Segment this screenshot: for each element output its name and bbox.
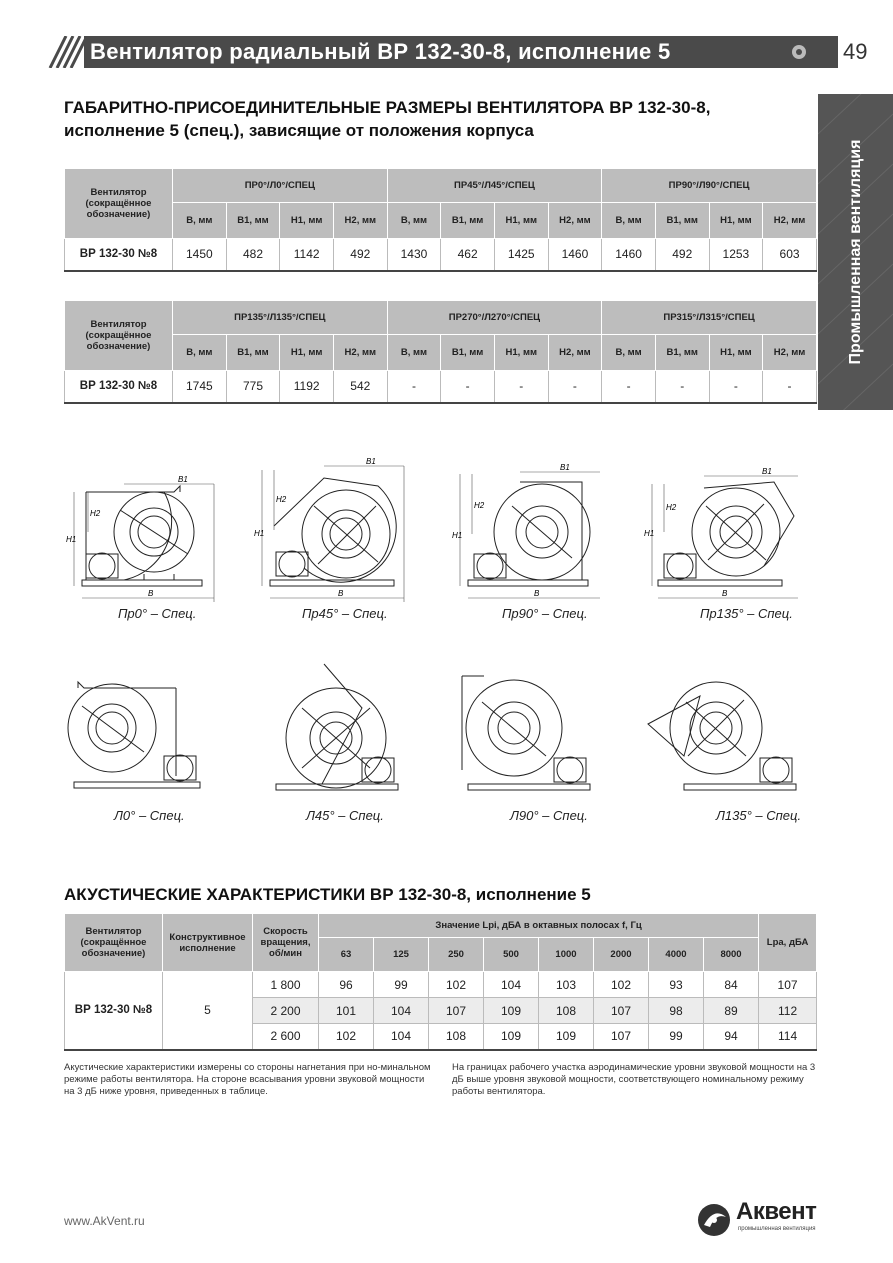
cell: -: [655, 371, 709, 403]
freq-header: 8000: [704, 938, 759, 972]
dims-title-line1: ГАБАРИТНО-ПРИСОЕДИНИТЕЛЬНЫЕ РАЗМЕРЫ ВЕНТИЛЯТОРА ВР 132-30-8,: [64, 98, 711, 117]
name-header: [65, 301, 173, 371]
speed: 1 800: [253, 972, 319, 998]
name-header-line: (сокращённое: [85, 198, 152, 209]
group-header: ПР270°/Л270°/СПЕЦ: [387, 301, 602, 335]
cell: 1450: [173, 239, 227, 271]
row-name: ВР 132-30 №8: [65, 371, 173, 403]
cell: 492: [655, 239, 709, 271]
fan-diagram-l0: [64, 676, 214, 802]
fan-diagram-l90: [454, 672, 604, 802]
cell: -: [548, 371, 602, 403]
sub-header: В1, мм: [226, 203, 280, 239]
cell: -: [763, 371, 817, 403]
cell: 1425: [494, 239, 548, 271]
sub-header: В, мм: [602, 335, 656, 371]
speed: 2 600: [253, 1024, 319, 1050]
cell: 1142: [280, 239, 334, 271]
name-header-line: обозначение): [86, 341, 151, 352]
name-header-line: Вентилятор: [90, 319, 147, 330]
sub-header: Н2, мм: [763, 203, 817, 239]
label-b: B: [722, 589, 728, 598]
lpi-value: 84: [704, 972, 759, 998]
sub-header: Н1, мм: [709, 203, 763, 239]
freq-header: 2000: [594, 938, 649, 972]
sub-header: Н2, мм: [333, 335, 387, 371]
side-tab-label: Промышленная вентиляция: [847, 139, 864, 365]
cell: 542: [333, 371, 387, 403]
cell: 1192: [280, 371, 334, 403]
sub-header: Н1, мм: [709, 335, 763, 371]
lpi-value: 99: [649, 1024, 704, 1050]
label-b: B: [338, 589, 344, 598]
sub-header: Н2, мм: [548, 335, 602, 371]
label-h2: H2: [276, 495, 287, 504]
cell: -: [387, 371, 441, 403]
lpa-value: 112: [759, 998, 817, 1024]
lpi-value: 109: [539, 1024, 594, 1050]
lpi-value: 98: [649, 998, 704, 1024]
cell: -: [441, 371, 495, 403]
group-header: ПР315°/Л315°/СПЕЦ: [602, 301, 817, 335]
label-h1: H1: [66, 535, 77, 544]
lpi-value: 107: [429, 998, 484, 1024]
cell: 482: [226, 239, 280, 271]
acoustic-fan-name: ВР 132-30 №8: [65, 972, 163, 1050]
lpi-value: 89: [704, 998, 759, 1024]
dims-title: [64, 96, 710, 142]
sub-header: Н2, мм: [763, 335, 817, 371]
dims-title-line2: исполнение 5 (спец.), зависящие от положения корпуса: [64, 121, 534, 140]
dims-table-1: [64, 168, 817, 272]
dims-table-2: [64, 300, 817, 404]
logo-text: Аквент: [736, 1198, 817, 1225]
sub-header: Н1, мм: [494, 203, 548, 239]
freq-header: 63: [319, 938, 374, 972]
cell: 1253: [709, 239, 763, 271]
header-line: (сокращённое: [80, 937, 147, 948]
lpi-value: 104: [374, 998, 429, 1024]
cell: 492: [333, 239, 387, 271]
caption-l135: Л135° – Спец.: [716, 808, 802, 823]
lpi-value: 109: [484, 1024, 539, 1050]
header-line: обозначение): [81, 948, 146, 959]
lpa-header: Lpa, дБА: [759, 914, 817, 972]
acoustic-row: [65, 972, 817, 998]
lpi-value: 104: [484, 972, 539, 998]
acoustic-design-header: [163, 914, 253, 972]
label-b1: B1: [178, 475, 188, 484]
cell: 1430: [387, 239, 441, 271]
sub-header: В, мм: [387, 335, 441, 371]
speed: 2 200: [253, 998, 319, 1024]
label-h2: H2: [90, 509, 101, 518]
lpi-value: 107: [594, 998, 649, 1024]
label-b1: B1: [366, 457, 376, 466]
lpi-value: 109: [484, 998, 539, 1024]
sub-header: В1, мм: [655, 203, 709, 239]
logo-subtitle: промышленная вентиляция: [738, 1226, 816, 1232]
cell: 603: [763, 239, 817, 271]
sub-header: В, мм: [173, 335, 227, 371]
sub-header: Н2, мм: [333, 203, 387, 239]
lpi-value: 103: [539, 972, 594, 998]
sub-header: В1, мм: [655, 335, 709, 371]
caption-pr90: Пр90° – Спец.: [502, 606, 588, 621]
caption-pr0: Пр0° – Спец.: [118, 606, 197, 621]
lpi-header: Значение Lpi, дБА в октавных полосах f, Гц: [319, 914, 759, 938]
akvent-logo-icon: [696, 1203, 732, 1237]
page-number: 49: [843, 39, 868, 64]
sub-header: В, мм: [387, 203, 441, 239]
sub-header: В, мм: [173, 203, 227, 239]
note-left: Акустические характеристики измерены со стороны нагнетания при но-минальном режиме работы вентилятора. На стороне всасывания уровни звуковой мощности на 3 дБ ниже уровня, приведенных в таблице.: [64, 1062, 431, 1097]
note-right: На границах рабочего участка аэродинамические уровни звуковой мощности на 3 дБ выше уровня звуковой мощности, соответствующего номинальному режиму работы вентилятора.: [452, 1062, 816, 1097]
sub-header: В1, мм: [441, 335, 495, 371]
sub-header: В, мм: [602, 203, 656, 239]
header-hatch-icon: [48, 36, 84, 68]
acoustic-speed-header: [253, 914, 319, 972]
lpi-value: 101: [319, 998, 374, 1024]
name-header-line: (сокращённое: [85, 330, 152, 341]
freq-header: 250: [429, 938, 484, 972]
website-link[interactable]: www.AkVent.ru: [64, 1214, 145, 1228]
sub-header: В1, мм: [226, 335, 280, 371]
caption-l90: Л90° – Спец.: [510, 808, 588, 823]
cell: 1745: [173, 371, 227, 403]
lpa-value: 107: [759, 972, 817, 998]
lpi-value: 102: [594, 972, 649, 998]
label-b: B: [148, 589, 154, 598]
sub-header: Н2, мм: [548, 203, 602, 239]
lpi-value: 104: [374, 1024, 429, 1050]
lpi-value: 107: [594, 1024, 649, 1050]
fan-icon: [790, 43, 808, 61]
sub-header: Н1, мм: [280, 203, 334, 239]
group-header: ПР0°/Л0°/СПЕЦ: [173, 169, 388, 203]
label-b1: B1: [762, 467, 772, 476]
freq-header: 1000: [539, 938, 594, 972]
name-header: [65, 169, 173, 239]
fan-diagram-pr0: [64, 470, 224, 610]
caption-pr135: Пр135° – Спец.: [700, 606, 793, 621]
freq-header: 125: [374, 938, 429, 972]
fan-diagram-l45: [262, 660, 412, 802]
name-header-line: обозначение): [86, 209, 151, 220]
header-line: об/мин: [269, 948, 302, 959]
fan-diagram-pr45: [254, 456, 414, 608]
caption-l45: Л45° – Спец.: [306, 808, 384, 823]
side-tab: [818, 94, 893, 410]
acoustic-title: АКУСТИЧЕСКИЕ ХАРАКТЕРИСТИКИ ВР 132-30-8, исполнение 5: [64, 885, 591, 904]
lpi-value: 99: [374, 972, 429, 998]
header-line: Скорость: [263, 926, 308, 937]
freq-header: 4000: [649, 938, 704, 972]
fan-diagram-pr90: [450, 462, 610, 608]
lpa-value: 114: [759, 1024, 817, 1050]
header-line: Конструктивное: [169, 931, 246, 943]
label-h2: H2: [474, 501, 485, 510]
cell: 775: [226, 371, 280, 403]
lpi-value: 94: [704, 1024, 759, 1050]
group-header: ПР90°/Л90°/СПЕЦ: [602, 169, 817, 203]
header-line: исполнение: [179, 942, 236, 954]
acoustic-table: [64, 913, 817, 1051]
lpi-value: 102: [319, 1024, 374, 1050]
lpi-value: 108: [539, 998, 594, 1024]
header-title: Вентилятор радиальный ВР 132-30-8, исполнение 5: [90, 39, 671, 64]
label-h1: H1: [254, 529, 265, 538]
caption-pr45: Пр45° – Спец.: [302, 606, 388, 621]
cell: 462: [441, 239, 495, 271]
label-b1: B1: [560, 463, 570, 472]
sub-header: В1, мм: [441, 203, 495, 239]
label-b: B: [534, 589, 540, 598]
lpi-value: 108: [429, 1024, 484, 1050]
label-h1: H1: [452, 531, 463, 540]
cell: 1460: [548, 239, 602, 271]
cell: -: [602, 371, 656, 403]
lpi-value: 102: [429, 972, 484, 998]
header-line: вращения,: [260, 937, 311, 948]
group-header: ПР45°/Л45°/СПЕЦ: [387, 169, 602, 203]
group-header: ПР135°/Л135°/СПЕЦ: [173, 301, 388, 335]
fan-diagram-l135: [644, 676, 804, 802]
acoustic-name-header: [65, 914, 163, 972]
cell: 1460: [602, 239, 656, 271]
row-name: ВР 132-30 №8: [65, 239, 173, 271]
freq-header: 500: [484, 938, 539, 972]
cell: -: [494, 371, 548, 403]
fan-diagram-pr135: [644, 466, 804, 606]
label-h1: H1: [644, 529, 655, 538]
sub-header: Н1, мм: [494, 335, 548, 371]
cell: -: [709, 371, 763, 403]
sub-header: Н1, мм: [280, 335, 334, 371]
lpi-value: 96: [319, 972, 374, 998]
name-header-line: Вентилятор: [90, 187, 147, 198]
header-line: Вентилятор: [85, 926, 142, 937]
lpi-value: 93: [649, 972, 704, 998]
acoustic-design: 5: [163, 972, 253, 1050]
label-h2: H2: [666, 503, 677, 512]
caption-l0: Л0° – Спец.: [114, 808, 185, 823]
